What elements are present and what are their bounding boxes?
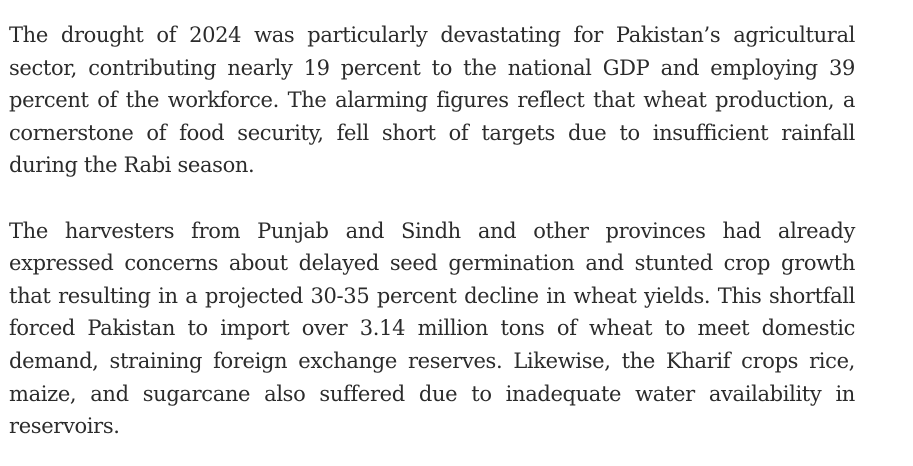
paragraph-harvest-shortfall: The harvesters from Punjab and Sindh and other provinces had already expressed concerns about delayed seed germination and stunted crop growth that resulting in a projected 30-35 percent decline in wheat yields. This shortfall forced Pakistan to import over 3.14 million tons of wheat to meet domestic demand, straining foreign exchange reserves. Likewise, the Kharif crops rice, maize, and sugarcane also suffered due to inadequate water availability in reservoirs. bbox=[9, 218, 855, 439]
article-body bbox=[9, 19, 855, 443]
paragraph-drought-impact: The drought of 2024 was particularly devastating for Pakistan’s agricultural sector, contributing nearly 19 percent to the national GDP and employing 39 percent of the workforce. The alarming figures reflect that wheat production, a cornerstone of food security, fell short of targets due to insufficient rainfall during the Rabi season. bbox=[9, 23, 855, 178]
